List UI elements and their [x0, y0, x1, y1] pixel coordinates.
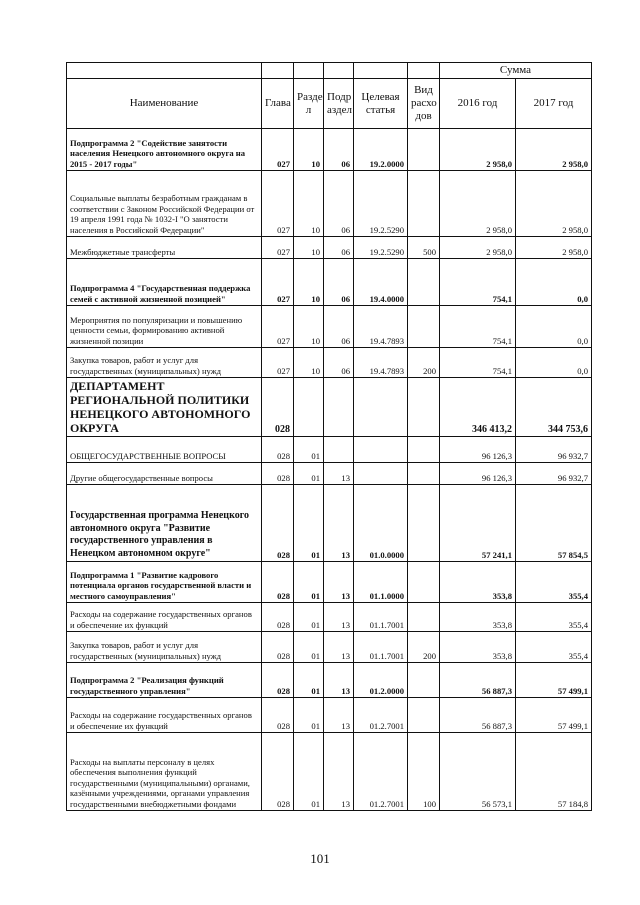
cell-razdel: 01: [294, 562, 324, 603]
header-2016: 2016 год: [440, 79, 516, 129]
cell-glava: 028: [262, 485, 294, 562]
cell-name: Подпрограмма 2 "Содействие занятости населения Ненецкого автономного округа на 2015 - 2017 годы": [67, 129, 262, 171]
cell-razdel: 10: [294, 129, 324, 171]
cell-y2016: 56 573,1: [440, 733, 516, 811]
cell-podrazdel: 13: [324, 603, 354, 632]
cell-vid: [408, 663, 440, 698]
table-body: [67, 129, 592, 811]
table-row: [67, 698, 592, 733]
cell-podrazdel: 13: [324, 485, 354, 562]
cell-y2016: 754,1: [440, 306, 516, 348]
table-row: [67, 463, 592, 485]
cell-vid: [408, 562, 440, 603]
budget-table: [66, 62, 592, 811]
cell-y2017: 57 184,8: [516, 733, 592, 811]
cell-name: ОБЩЕГОСУДАРСТВЕННЫЕ ВОПРОСЫ: [67, 437, 262, 463]
cell-razdel: 10: [294, 259, 324, 306]
cell-name: Межбюджетные трансферты: [67, 237, 262, 259]
header-vid-top: [408, 63, 440, 79]
cell-target: 19.2.5290: [354, 171, 408, 237]
cell-y2016: 96 126,3: [440, 437, 516, 463]
cell-glava: 028: [262, 562, 294, 603]
cell-y2017: 57 499,1: [516, 698, 592, 733]
cell-vid: [408, 437, 440, 463]
cell-y2017: 57 854,5: [516, 485, 592, 562]
table-row: [67, 733, 592, 811]
cell-razdel: 10: [294, 306, 324, 348]
cell-vid: [408, 378, 440, 437]
cell-y2016: 754,1: [440, 348, 516, 378]
header-target-top: [354, 63, 408, 79]
cell-y2016: 2 958,0: [440, 237, 516, 259]
cell-glava: 028: [262, 733, 294, 811]
cell-glava: 027: [262, 129, 294, 171]
cell-vid: [408, 698, 440, 733]
cell-razdel: 10: [294, 171, 324, 237]
header-name: Наименование: [67, 79, 262, 129]
cell-podrazdel: 13: [324, 663, 354, 698]
header-vid: Вид расхо дов: [408, 79, 440, 129]
cell-y2017: 355,4: [516, 603, 592, 632]
cell-podrazdel: 06: [324, 171, 354, 237]
cell-name: Подпрограмма 4 "Государственная поддержка семей с активной жизненной позицией": [67, 259, 262, 306]
cell-razdel: 01: [294, 437, 324, 463]
cell-vid: [408, 259, 440, 306]
cell-name: Подпрограмма 2 "Реализация функций государственного управления": [67, 663, 262, 698]
cell-glava: 027: [262, 306, 294, 348]
cell-name: Государственная программа Ненецкого автономного округа "Развитие государственного управления в Ненецком автономном округе": [67, 485, 262, 562]
table-row: [67, 562, 592, 603]
cell-razdel: [294, 378, 324, 437]
cell-y2017: 96 932,7: [516, 463, 592, 485]
cell-podrazdel: [324, 378, 354, 437]
cell-vid: 500: [408, 237, 440, 259]
table-row: [67, 663, 592, 698]
cell-y2016: 57 241,1: [440, 485, 516, 562]
cell-y2017: 344 753,6: [516, 378, 592, 437]
cell-razdel: 01: [294, 733, 324, 811]
cell-y2017: 2 958,0: [516, 237, 592, 259]
cell-vid: 100: [408, 733, 440, 811]
cell-target: 01.2.7001: [354, 733, 408, 811]
cell-y2017: 355,4: [516, 562, 592, 603]
header-name-top: [67, 63, 262, 79]
cell-podrazdel: 06: [324, 348, 354, 378]
table-row: [67, 306, 592, 348]
cell-vid: [408, 485, 440, 562]
cell-name: Другие общегосударственные вопросы: [67, 463, 262, 485]
cell-name: Мероприятия по популяризации и повышению ценности семьи, формированию активной жизненной позиции: [67, 306, 262, 348]
header-glava-top: [262, 63, 294, 79]
cell-y2017: 2 958,0: [516, 129, 592, 171]
cell-razdel: 01: [294, 663, 324, 698]
header-podrazdel: Подр аздел: [324, 79, 354, 129]
cell-y2016: 754,1: [440, 259, 516, 306]
cell-vid: [408, 463, 440, 485]
cell-target: 19.4.7893: [354, 348, 408, 378]
cell-podrazdel: 06: [324, 129, 354, 171]
cell-vid: [408, 603, 440, 632]
cell-target: 01.0.0000: [354, 485, 408, 562]
cell-target: 19.2.0000: [354, 129, 408, 171]
cell-y2016: 346 413,2: [440, 378, 516, 437]
cell-target: 01.2.0000: [354, 663, 408, 698]
cell-vid: 200: [408, 348, 440, 378]
cell-glava: 027: [262, 259, 294, 306]
cell-podrazdel: 13: [324, 632, 354, 663]
table-row: [67, 237, 592, 259]
table-row: [67, 437, 592, 463]
header-glava: Глава: [262, 79, 294, 129]
table-row: [67, 171, 592, 237]
cell-name: Закупка товаров, работ и услуг для государственных (муниципальных) нужд: [67, 632, 262, 663]
table-row: [67, 603, 592, 632]
cell-name: Расходы на выплаты персоналу в целях обеспечения выполнения функций государственными (муниципальными) органами, казёнными учреждениями, органами управления государственными внебюджетными фондами: [67, 733, 262, 811]
cell-glava: 028: [262, 663, 294, 698]
cell-podrazdel: 13: [324, 562, 354, 603]
table-row: [67, 485, 592, 562]
cell-razdel: 01: [294, 698, 324, 733]
cell-target: 19.2.5290: [354, 237, 408, 259]
header-podrazdel-top: [324, 63, 354, 79]
cell-target: [354, 437, 408, 463]
cell-glava: 027: [262, 237, 294, 259]
cell-name: ДЕПАРТАМЕНТ РЕГИОНАЛЬНОЙ ПОЛИТИКИ НЕНЕЦКОГО АВТОНОМНОГО ОКРУГА: [67, 378, 262, 437]
cell-razdel: 10: [294, 237, 324, 259]
cell-razdel: 01: [294, 463, 324, 485]
cell-podrazdel: 06: [324, 237, 354, 259]
cell-y2017: 96 932,7: [516, 437, 592, 463]
cell-y2016: 56 887,3: [440, 663, 516, 698]
cell-glava: 027: [262, 348, 294, 378]
cell-name: Расходы на содержание государственных органов и обеспечение их функций: [67, 603, 262, 632]
cell-glava: 028: [262, 698, 294, 733]
cell-y2016: 2 958,0: [440, 171, 516, 237]
cell-glava: 028: [262, 378, 294, 437]
cell-razdel: 01: [294, 485, 324, 562]
cell-y2016: 56 887,3: [440, 698, 516, 733]
cell-name: Подпрограмма 1 "Развитие кадрового потенциала органов государственной власти и местного самоуправления": [67, 562, 262, 603]
cell-name: Расходы на содержание государственных органов и обеспечение их функций: [67, 698, 262, 733]
cell-podrazdel: 06: [324, 306, 354, 348]
cell-y2016: 353,8: [440, 562, 516, 603]
cell-target: [354, 463, 408, 485]
cell-podrazdel: [324, 437, 354, 463]
cell-glava: 028: [262, 437, 294, 463]
table-row: [67, 378, 592, 437]
header-target: Целевая статья: [354, 79, 408, 129]
cell-y2017: 57 499,1: [516, 663, 592, 698]
cell-vid: [408, 306, 440, 348]
cell-glava: 028: [262, 632, 294, 663]
table-row: [67, 348, 592, 378]
cell-podrazdel: 06: [324, 259, 354, 306]
header-razdel: Разде л: [294, 79, 324, 129]
cell-vid: [408, 171, 440, 237]
cell-podrazdel: 13: [324, 698, 354, 733]
cell-razdel: 01: [294, 603, 324, 632]
cell-target: 01.2.7001: [354, 698, 408, 733]
header-2017: 2017 год: [516, 79, 592, 129]
cell-y2017: 0,0: [516, 306, 592, 348]
cell-y2016: 353,8: [440, 632, 516, 663]
cell-y2017: 355,4: [516, 632, 592, 663]
cell-name: Социальные выплаты безработным гражданам в соответствии с Законом Российской Федерации от 19 апреля 1991 года № 1032-I "О занятости населения в Российской Федерации": [67, 171, 262, 237]
cell-target: 19.4.7893: [354, 306, 408, 348]
cell-podrazdel: 13: [324, 733, 354, 811]
cell-y2016: 2 958,0: [440, 129, 516, 171]
cell-name: Закупка товаров, работ и услуг для государственных (муниципальных) нужд: [67, 348, 262, 378]
header-razdel-top: [294, 63, 324, 79]
cell-podrazdel: 13: [324, 463, 354, 485]
cell-y2016: 353,8: [440, 603, 516, 632]
cell-razdel: 01: [294, 632, 324, 663]
cell-y2017: 2 958,0: [516, 171, 592, 237]
cell-vid: 200: [408, 632, 440, 663]
cell-target: [354, 378, 408, 437]
cell-y2017: 0,0: [516, 259, 592, 306]
cell-glava: 028: [262, 603, 294, 632]
table-row: [67, 129, 592, 171]
cell-y2017: 0,0: [516, 348, 592, 378]
cell-razdel: 10: [294, 348, 324, 378]
cell-target: 19.4.0000: [354, 259, 408, 306]
cell-vid: [408, 129, 440, 171]
cell-target: 01.1.7001: [354, 603, 408, 632]
cell-glava: 027: [262, 171, 294, 237]
cell-target: 01.1.7001: [354, 632, 408, 663]
header-sum: Сумма: [440, 63, 592, 79]
cell-target: 01.1.0000: [354, 562, 408, 603]
table-row: [67, 259, 592, 306]
page-number: 101: [310, 851, 330, 866]
cell-y2016: 96 126,3: [440, 463, 516, 485]
cell-glava: 028: [262, 463, 294, 485]
table-row: [67, 632, 592, 663]
